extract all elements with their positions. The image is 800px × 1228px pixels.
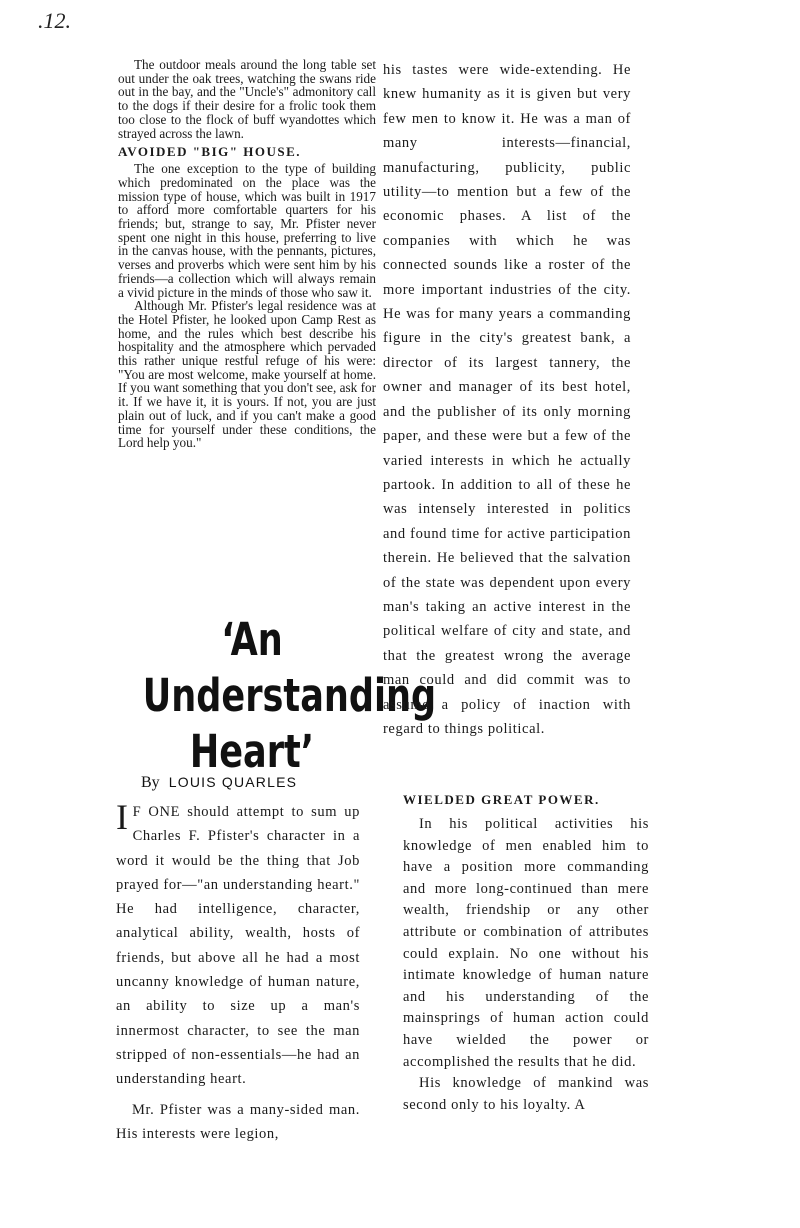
- paragraph: The one exception to the type of building which predominated on the place was the mission type of house, which was built in 1917 to afford more comfortable quarters for his friends; but, strange to say, Mr. Pfister never spent one night in this house, preferring to live in the canvas house, with the pennants, pictures, verses and proverbs which were sent him by his friends—a collection which will always remain a vivid picture in the minds of those who saw it.: [118, 161, 376, 300]
- paragraph: Mr. Pfister was a many-sided man. His interests were legion,: [116, 1101, 360, 1142]
- paragraph: Although Mr. Pfister's legal residence was at the Hotel Pfister, he looked upon Camp Rest as home, and the rules which best describe his hospitality and the atmosphere which pervaded this rather unique restful refuge of his were: "You are most welcome, make yourself at home. If you want something that you don't see, ask for it. If we have it, it is yours. If not, you are just plain out of luck, and if you can't make a good time for yourself under these conditions, the Lord help you.": [118, 298, 376, 451]
- drop-cap: I: [116, 797, 129, 837]
- headline: [142, 612, 437, 780]
- headline-line: Understanding: [142, 669, 437, 722]
- section-subhead: WIELDED GREAT POWER.: [403, 792, 600, 807]
- byline: [141, 774, 297, 792]
- article-column-3: [116, 797, 360, 1146]
- paragraph: [116, 797, 360, 1092]
- section-subhead: AVOIDED "BIG" HOUSE.: [118, 144, 301, 160]
- paragraph: In his political activities his knowledge of men enabled him to have a position more commanding and more long-continued than mere wealth, friendship or any other attribute or combination of attributes could explain. No one without his intimate knowledge of human nature and his understanding of the mainsprings of human action could have wielded the power or accomplished the results that he did.: [403, 816, 649, 1070]
- paragraph-text: F ONE should attempt to sum up Charles F. Pfister's character in a word it would be the thing that Job prayed for—"an understanding heart." He had intelligence, character, analytical ability, wealth, hosts of friends, but above all he had a most uncanny knowledge of human nature, an ability to size up a man's innermost character, to see the man stripped of non-essentials—he had an understanding heart.: [116, 804, 360, 1088]
- byline-prefix: By: [141, 774, 160, 791]
- paragraph: His knowledge of mankind was second only to his loyalty. A: [403, 1075, 649, 1113]
- headline-line: ‘An: [221, 613, 283, 666]
- article-column-1: [118, 58, 376, 450]
- page-number: .12.: [38, 8, 71, 33]
- paragraph: The outdoor meals around the long table set out under the oak trees, watching the swans ride out in the bay, and the "Uncle's" admonitory call to the dogs if their desire for a frolic took them too close to the flock of buff wyandottes which strayed across the lawn.: [118, 57, 376, 141]
- byline-author: LOUIS QUARLES: [168, 774, 298, 790]
- article-column-4: [403, 792, 649, 1116]
- headline-line: Heart’: [189, 725, 315, 778]
- paragraph: his tastes were wide-extending. He knew humanity as it is given but very few men to know it. He was a man of many interests—financial, manufacturing, publicity, public utility—to mention but a few of the economic phases. A list of the companies with which he was connected sounds like a roster of the more important industries of the city. He was for many years a commanding figure in the city's greatest bank, a director of its largest tannery, the owner and manager of its best hotel, and the publisher of its only morning paper, and these were but a few of the varied interests in which he actually partook. In addition to all of these he was intensely interested in politics and found time for active participation therein. He believed that the salvation of the state was dependent upon every man's taking an active interest in the political welfare of city and state, and that the greatest wrong the average man could and did commit was to assume a policy of inaction with regard to things political.: [383, 62, 631, 737]
- article-column-2: [383, 58, 631, 741]
